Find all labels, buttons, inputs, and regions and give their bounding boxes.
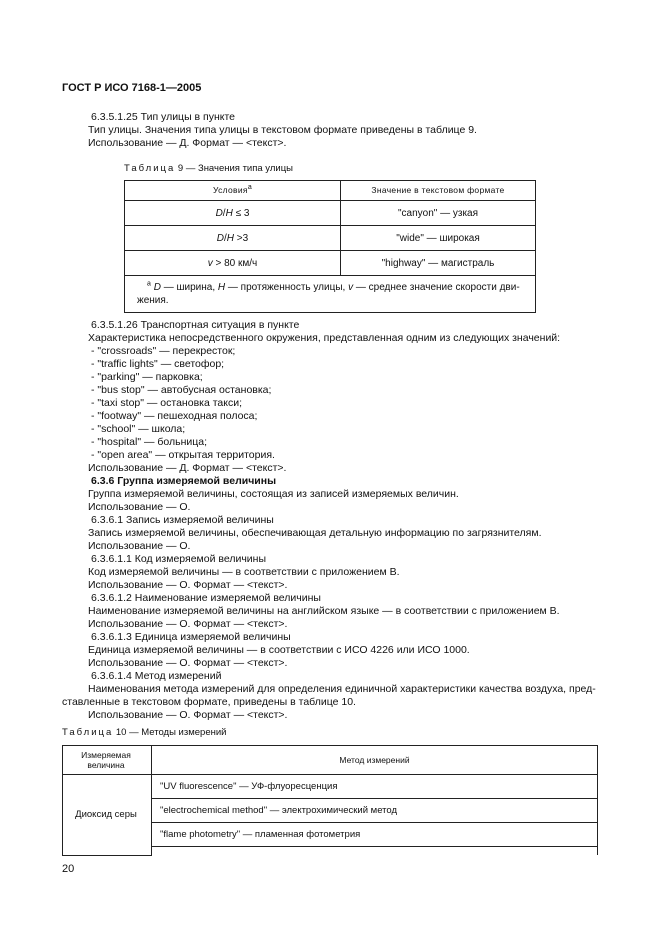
section-title: 6.3.5.1.26 Транспортная ситуация в пункте — [91, 319, 300, 331]
list-item: - "taxi stop" — остановка такси; — [91, 397, 242, 409]
section-title: 6.3.6.1.1 Код измеряемой величины — [91, 553, 267, 565]
table10-header-quantity: Измеряемая величина — [63, 746, 152, 775]
table9-header-row — [125, 181, 536, 201]
list-item: - "traffic lights" — светофор; — [91, 358, 225, 370]
list-item: - "hospital" — больница; — [91, 436, 208, 448]
table9-caption-text: 9 — Значения типа улицы — [177, 163, 293, 174]
table-row — [125, 226, 536, 251]
section-6-3-5-1-26 — [62, 319, 596, 722]
list-item: - "footway" — пешеходная полоса; — [91, 410, 258, 422]
section-description: Характеристика непосредственного окружения, представленная одним из следующих значений: — [88, 332, 561, 344]
section-title: 6.3.6.1.2 Наименование измеряемой величины — [91, 592, 321, 604]
section-usage: Использование — Д. Формат — <текст>. — [88, 137, 287, 149]
table10-method: "electrochemical method" — электрохимический метод — [152, 799, 598, 823]
section-usage: Использование — Д. Формат — <текст>. — [88, 462, 287, 474]
table10-method: "flame photometry" — пламенная фотометрия — [152, 823, 598, 847]
section-usage: Использование — О. Формат — <текст>. — [88, 709, 288, 721]
list-item: - "parking" — парковка; — [91, 371, 203, 383]
table9-footnote-row — [125, 276, 536, 313]
section-usage: Использование — О. Формат — <текст>. — [88, 618, 288, 630]
section-description: Группа измеряемой величины, состоящая из записей измеряемых величин. — [88, 488, 459, 500]
section-description: Запись измеряемой величины, обеспечивающая детальную информацию по загрязнителям. — [88, 527, 542, 539]
section-title-6-3-6: 6.3.6 Группа измеряемой величины — [91, 475, 277, 487]
section-title: 6.3.6.1.3 Единица измеряемой величины — [91, 631, 291, 643]
section-description: Наименования метода измерений для определения единичной характеристики качества воздуха, пред- — [88, 683, 596, 695]
section-title: 6.3.5.1.25 Тип улицы в пункте — [91, 111, 236, 123]
table9-header-conditions: Условия$^a$ — [125, 181, 341, 201]
table9-value: "wide" — широкая — [341, 226, 536, 251]
table9-condition: D/H >3 — [125, 226, 341, 251]
section-title: 6.3.6.1.4 Метод измерений — [91, 670, 222, 682]
section-description: Единица измеряемой величины — в соответствии с ИСО 4226 или ИСО 1000. — [88, 644, 470, 656]
table10 — [62, 745, 598, 856]
page-number: 20 — [62, 863, 75, 875]
list-item: - "bus stop" — автобусная остановка; — [91, 384, 272, 396]
table-row — [125, 251, 536, 276]
table9-caption — [124, 162, 293, 175]
table10-caption-prefix: Таблица — [62, 727, 114, 738]
list-item: - "school" — школа; — [91, 423, 186, 435]
section-usage: Использование — О. — [88, 501, 191, 513]
table9-caption-prefix: Таблица — [124, 163, 176, 174]
table10-group-label: Диоксид серы — [63, 775, 152, 856]
table9-header-value: Значение в текстовом формате — [341, 181, 536, 201]
list-item: - "crossroads" — перекресток; — [91, 345, 236, 357]
section-description-cont: ставленные в текстовом формате, приведены в таблице 10. — [62, 696, 356, 708]
section-description: Тип улицы. Значения типа улицы в текстовом формате приведены в таблице 9. — [88, 124, 477, 136]
table10-method: "UV fluorescence" — УФ-флуоресценция — [152, 775, 598, 799]
document-header: ГОСТ Р ИСО 7168-1—2005 — [62, 82, 202, 94]
section-description: Код измеряемой величины — в соответствии с приложением В. — [88, 566, 400, 578]
table9-value: "highway" — магистраль — [341, 251, 536, 276]
section-usage: Использование — О. Формат — <текст>. — [88, 657, 288, 669]
table9-footnote: $^a$ D — ширина, H — протяженность улицы, v — среднее значение скорости дви- жения. — [125, 276, 536, 313]
section-6-3-5-1-25 — [88, 111, 591, 150]
table10-caption — [62, 726, 226, 739]
table-row — [63, 775, 598, 799]
section-usage: Использование — О. Формат — <текст>. — [88, 579, 288, 591]
list-item: - "open area" — открытая территория. — [91, 449, 275, 461]
table10-method-empty — [152, 847, 598, 856]
table9-value: "canyon" — узкая — [341, 201, 536, 226]
table10-caption-text: 10 — Методы измерений — [115, 727, 227, 738]
section-title: 6.3.6.1 Запись измеряемой величины — [91, 514, 274, 526]
table10-header-row — [63, 746, 598, 775]
section-usage: Использование — О. — [88, 540, 191, 552]
table10-header-method: Метод измерений — [152, 746, 598, 775]
table9-condition: D/H ≤ 3 — [125, 201, 341, 226]
table-row — [125, 201, 536, 226]
table9-condition: v > 80 км/ч — [125, 251, 341, 276]
table9 — [124, 180, 536, 313]
section-description: Наименование измеряемой величины на английском языке — в соответствии с приложением В. — [88, 605, 560, 617]
